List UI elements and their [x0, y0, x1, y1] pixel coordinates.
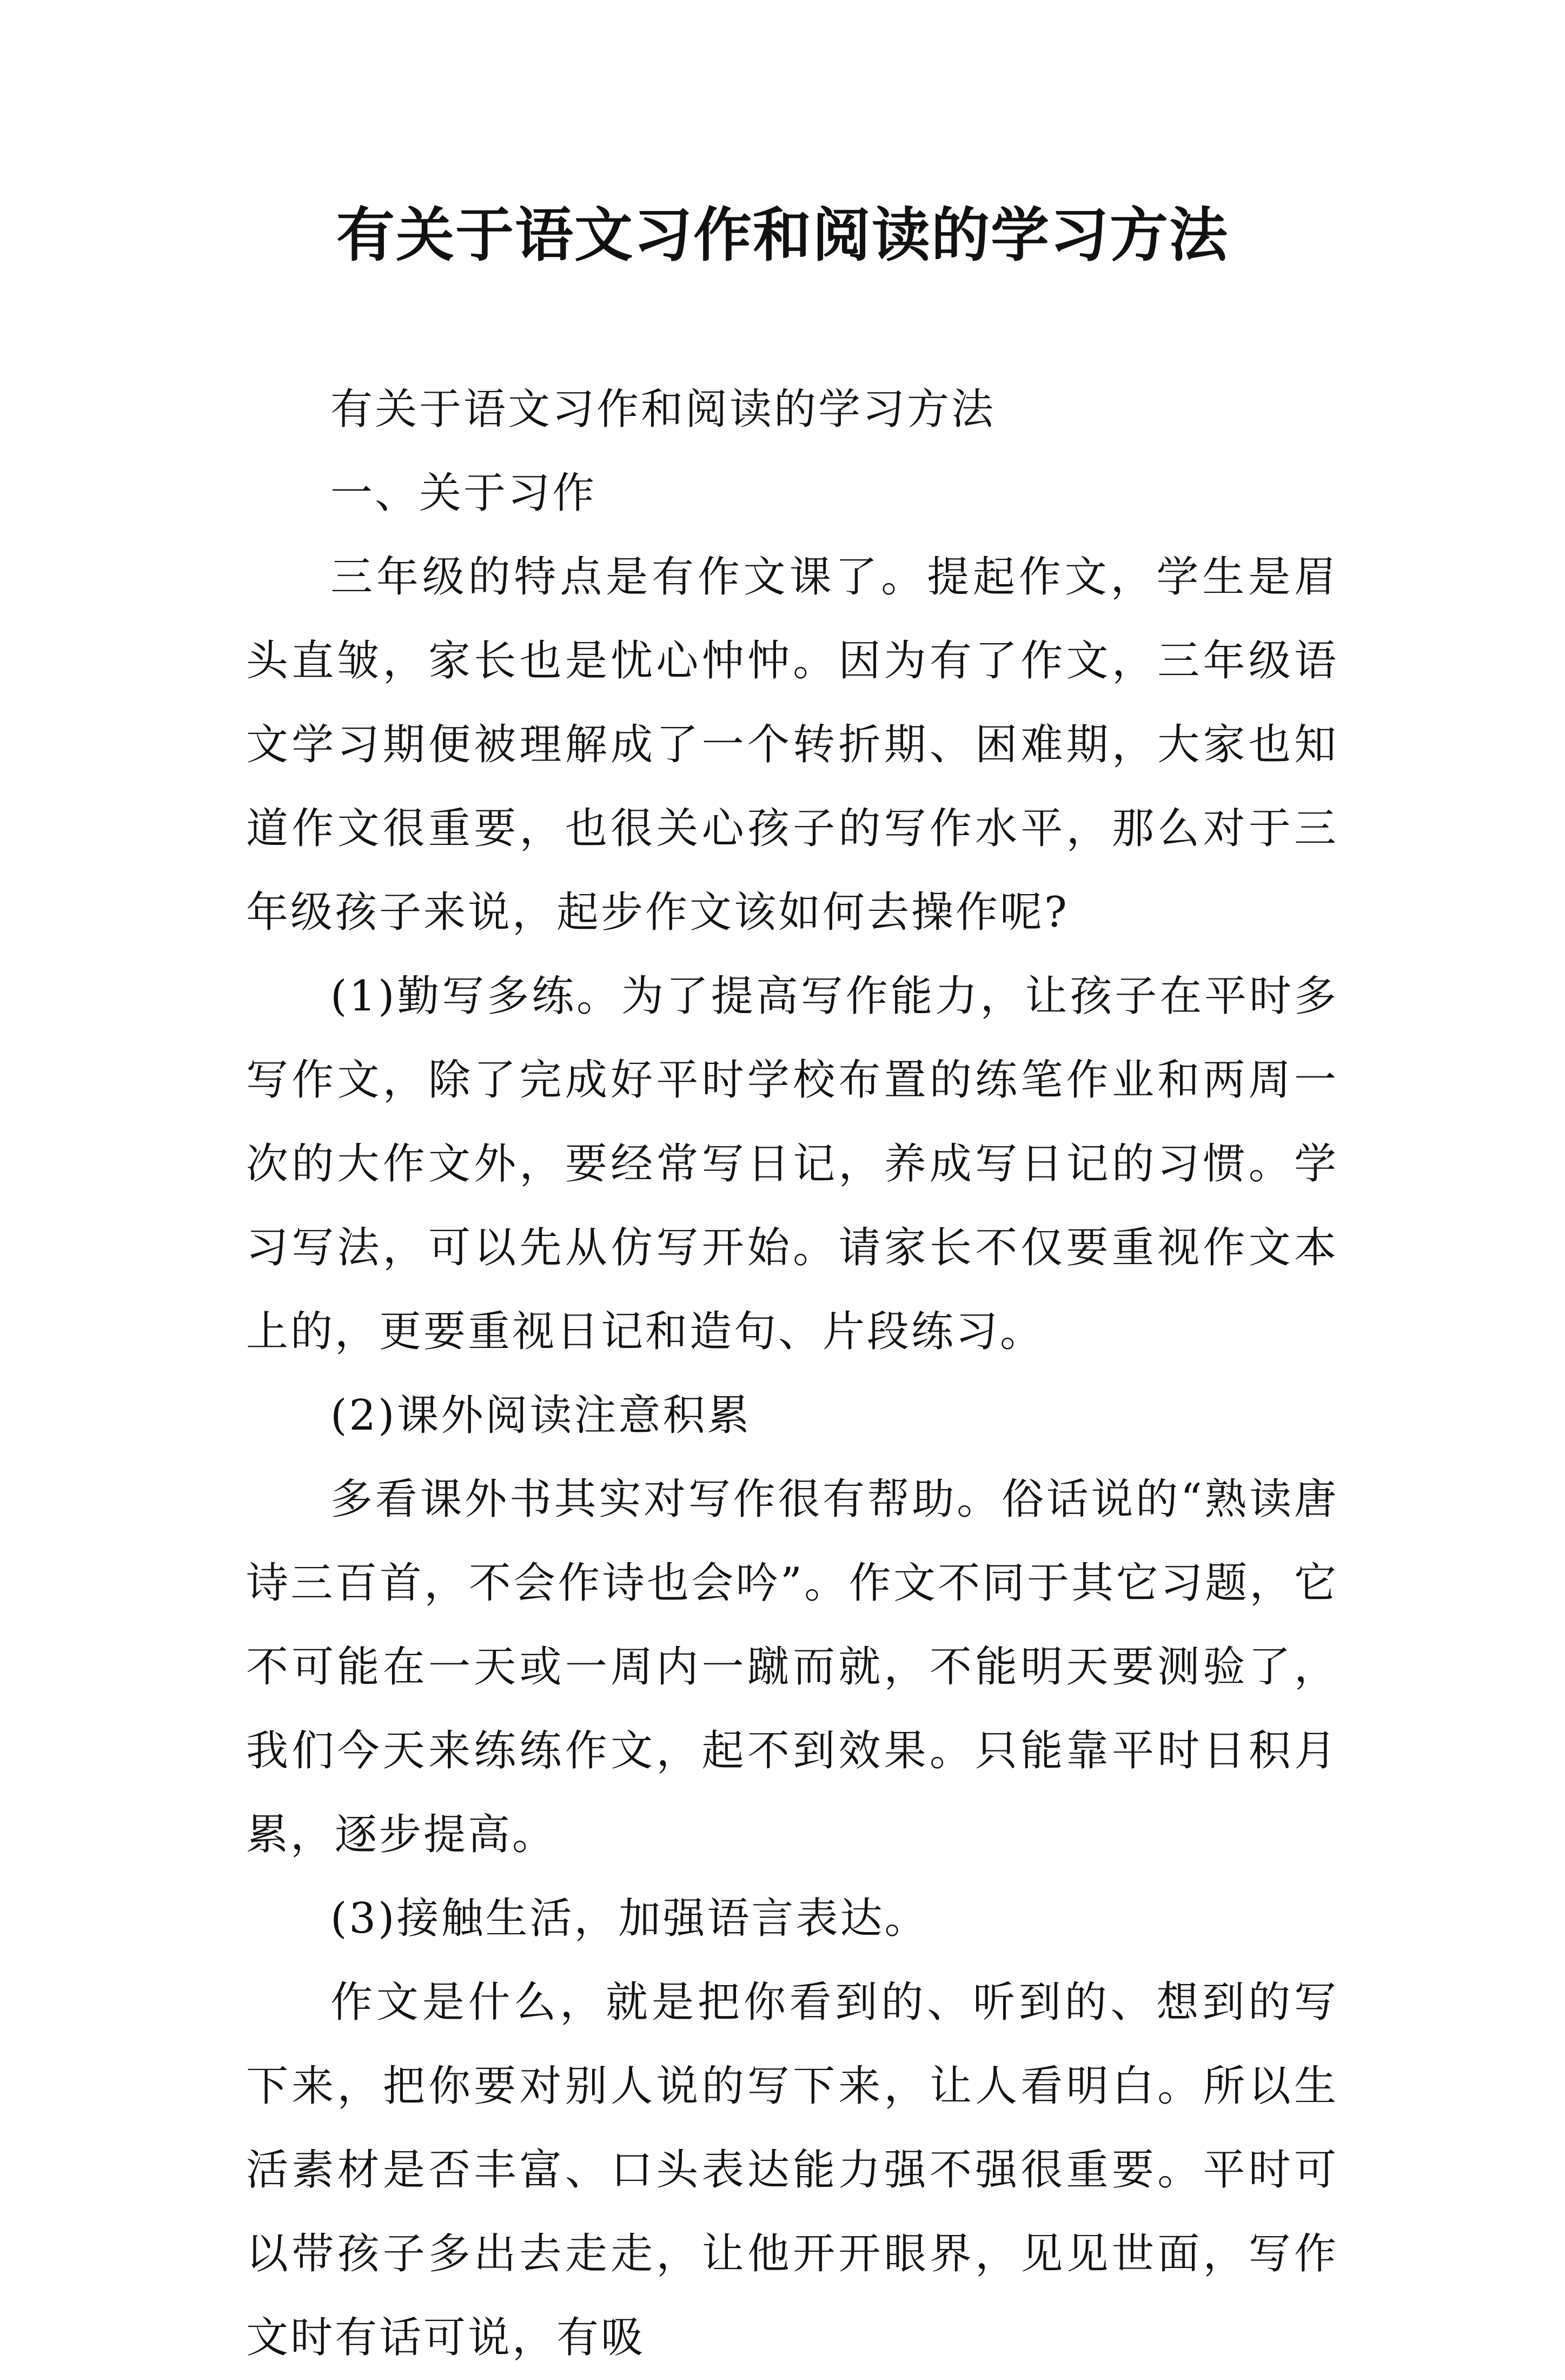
- paragraph-subheading: (2)课外阅读注意积累: [330, 1391, 752, 1440]
- paragraph: 作文是什么，就是把你看到的、听到的、想到的写下来，把你要对别人说的写下来，让人看明白。所以生活素材是否丰富、口头表达能力强不强很重要。平时可以带孩子多出去走走，让他开开眼界，见见世面，写作文时有话可说，有吸: [246, 1978, 1338, 2362]
- document-body: [246, 368, 1338, 2380]
- paragraph: (1)勤写多练。为了提高写作能力，让孩子在平时多写作文，除了完成好平时学校布置的练笔作业和两周一次的大作文外，要经常写日记，养成写日记的习惯。学习写法，可以先从仿写开始。请家长不仅要重视作文本上的，更要重视日记和造句、片段练习。: [246, 972, 1338, 1356]
- paragraph: 多看课外书其实对写作很有帮助。俗话说的“熟读唐诗三百首，不会作诗也会吟”。作文不同于其它习题，它不可能在一天或一周内一蹴而就，不能明天要测验了，我们今天来练练作文，起不到效果。只能靠平时日积月累，逐步提高。: [246, 1475, 1338, 1859]
- document-title: 有关于语文习作和阅读的学习方法: [336, 201, 1229, 269]
- paragraph-subtitle: 有关于语文习作和阅读的学习方法: [330, 385, 996, 434]
- paragraph: 三年级的特点是有作文课了。提起作文，学生是眉头直皱，家长也是忧心忡忡。因为有了作文，三年级语文学习期便被理解成了一个转折期、困难期，大家也知道作文很重要，也很关心孩子的写作水平，那么对于三年级孩子来说，起步作文该如何去操作呢?: [246, 553, 1338, 937]
- paragraph-subheading: (3)接触生活，加强语言表达。: [330, 1894, 929, 1943]
- paragraph-section-heading: 一、关于习作: [330, 469, 597, 518]
